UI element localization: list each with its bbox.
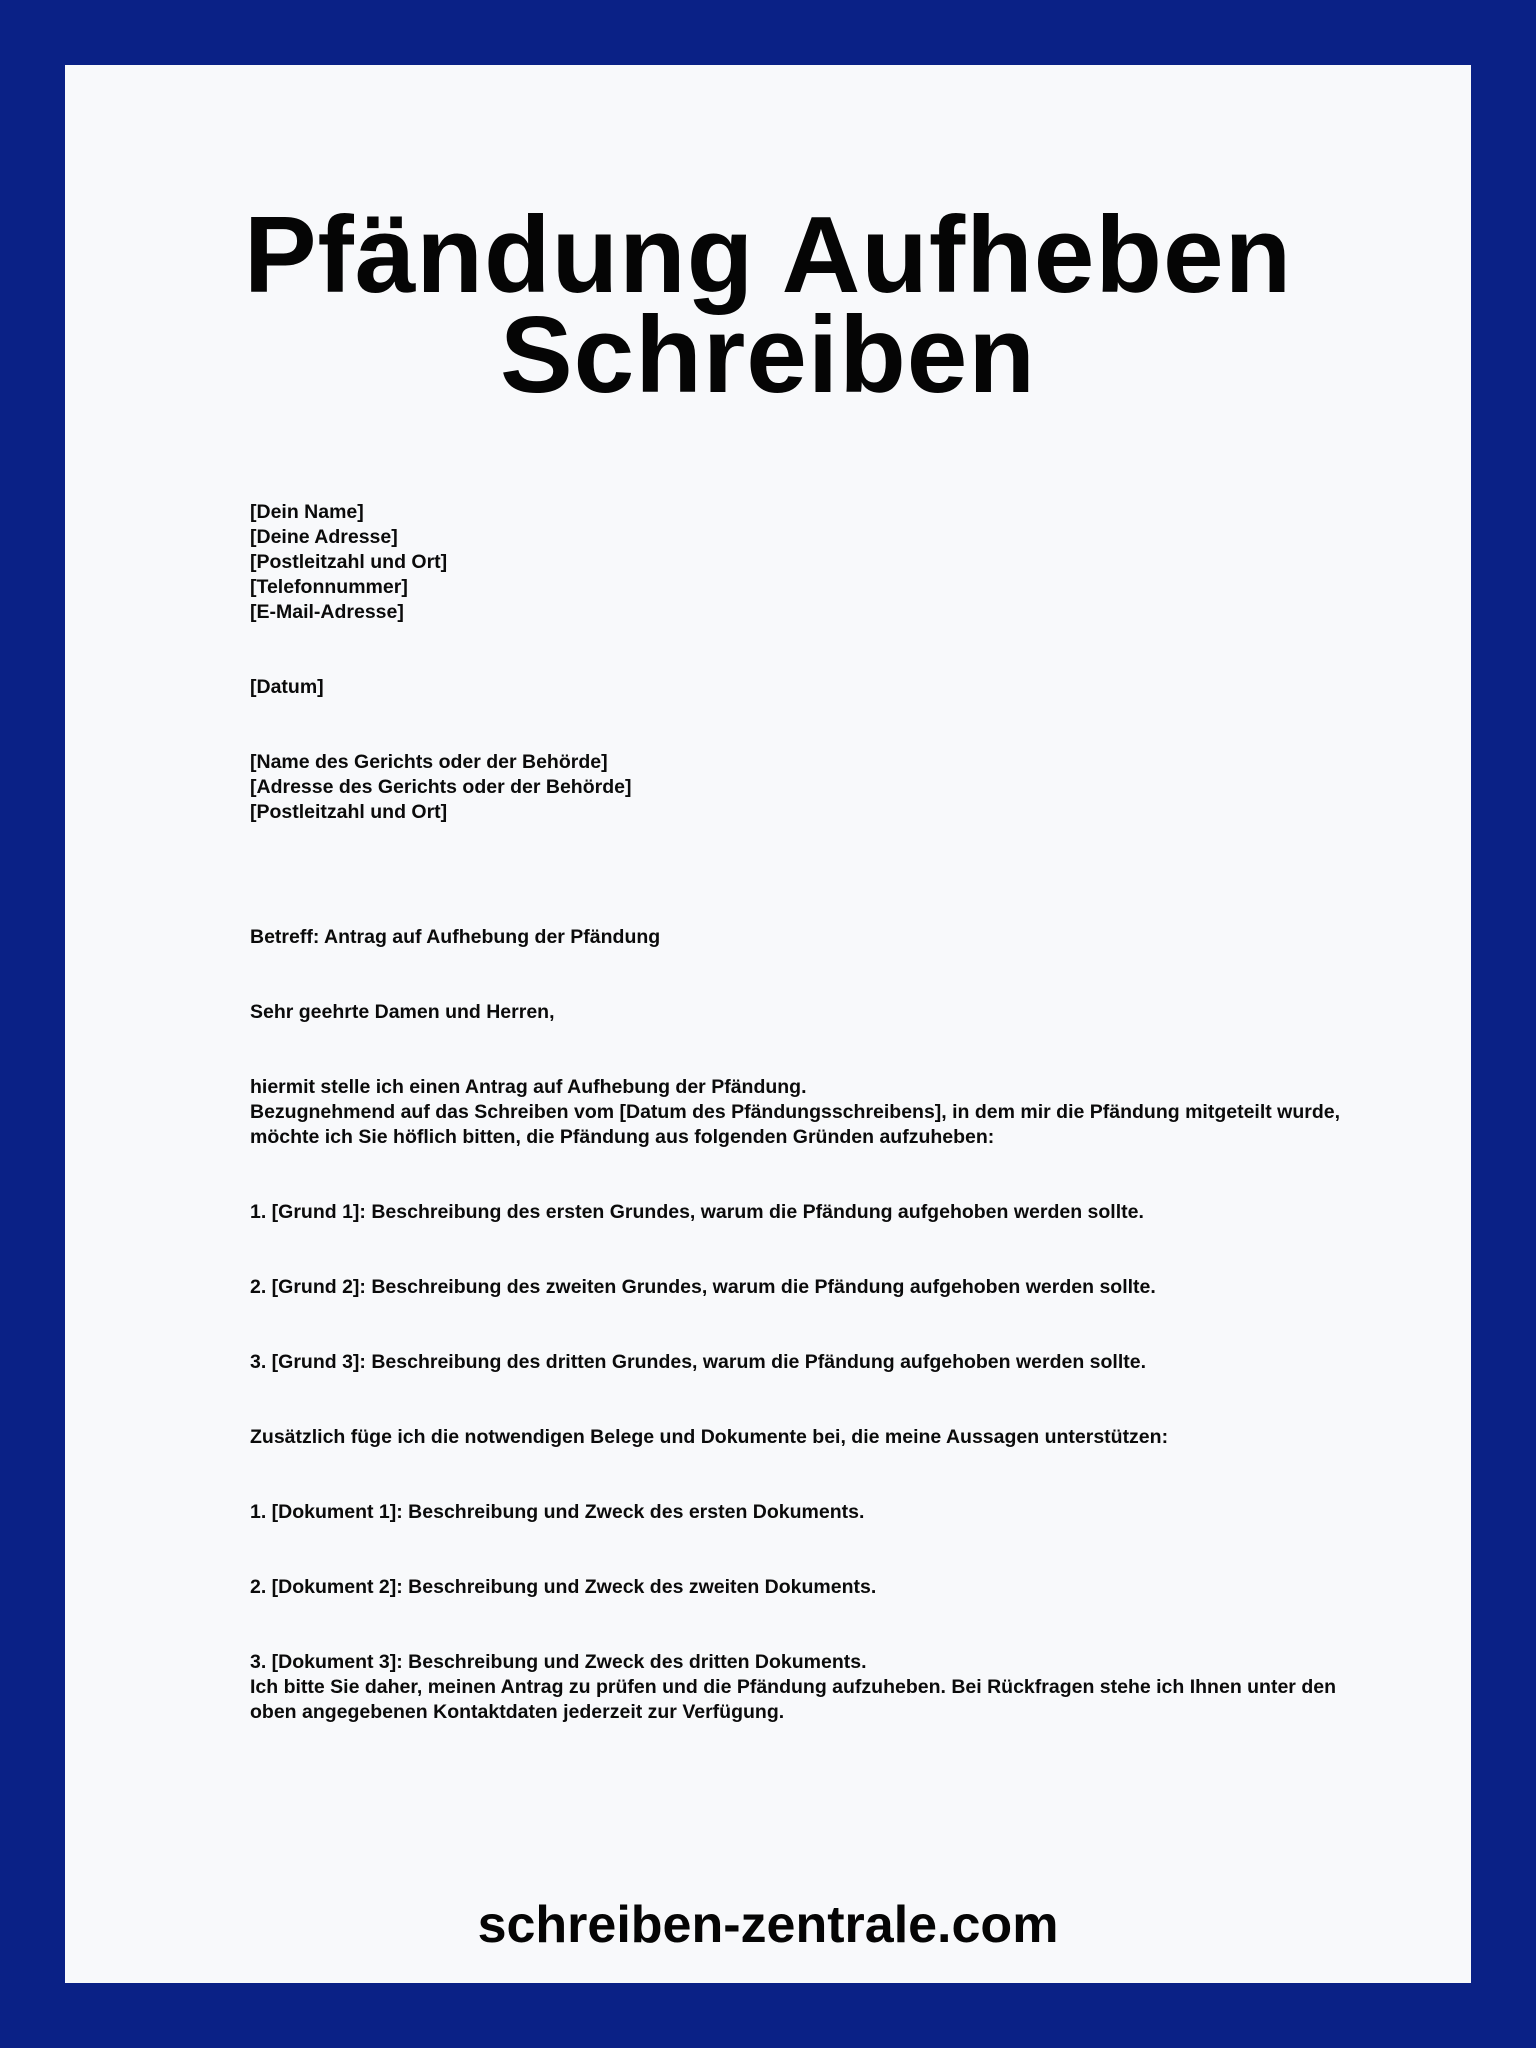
recipient-block: [250, 750, 1370, 825]
sender-name: [Dein Name]: [250, 501, 364, 523]
letter-body: [250, 500, 1370, 1725]
recipient-postal-city: [Postleitzahl und Ort]: [250, 801, 448, 823]
title-line-2: Schreiben: [499, 294, 1036, 416]
salutation: Sehr geehrte Damen und Herren,: [250, 1001, 555, 1023]
document-item-1: 1. [Dokument 1]: Beschreibung und Zweck des ersten Dokuments.: [250, 1501, 865, 1523]
reason-2: 2. [Grund 2]: Beschreibung des zweiten Grundes, warum die Pfändung aufgehoben werden sollte.: [250, 1276, 1156, 1298]
documents-intro: Zusätzlich füge ich die notwendigen Belege und Dokumente bei, die meine Aussagen unterstützen:: [250, 1426, 1169, 1448]
date-block: [250, 675, 1370, 700]
document-item-2: 2. [Dokument 2]: Beschreibung und Zweck des zweiten Dokuments.: [250, 1576, 877, 1598]
reference-paragraph: Bezugnehmend auf das Schreiben vom [Datum des Pfändungsschreibens], in dem mir die Pfändung mitgeteilt wurde, möchte ich Sie höflich bitten, die Pfändung aus folgenden Gründen aufzuheben:: [250, 1101, 1341, 1148]
sender-address: [Deine Adresse]: [250, 526, 398, 548]
letter-date: [Datum]: [250, 676, 324, 698]
sender-block: [250, 500, 1370, 625]
sender-postal-city: [Postleitzahl und Ort]: [250, 551, 448, 573]
intro-paragraph: hiermit stelle ich einen Antrag auf Aufhebung der Pfändung.: [250, 1076, 807, 1098]
reason-3: 3. [Grund 3]: Beschreibung des dritten Grundes, warum die Pfändung aufgehoben werden sollte.: [250, 1351, 1147, 1373]
recipient-name: [Name des Gerichts oder der Behörde]: [250, 751, 608, 773]
sender-email: [E-Mail-Adresse]: [250, 601, 404, 623]
recipient-address: [Adresse des Gerichts oder der Behörde]: [250, 776, 632, 798]
footer-website: schreiben-zentrale.com: [477, 1896, 1059, 1954]
document-item-3: 3. [Dokument 3]: Beschreibung und Zweck des dritten Dokuments.: [250, 1651, 867, 1673]
sender-phone: [Telefonnummer]: [250, 576, 408, 598]
closing-paragraph: Ich bitte Sie daher, meinen Antrag zu prüfen und die Pfändung aufzuheben. Bei Rückfragen stehe ich Ihnen unter den oben angegebenen Kontaktdaten jederzeit zur Verfügung.: [250, 1676, 1336, 1723]
reason-1: 1. [Grund 1]: Beschreibung des ersten Grundes, warum die Pfändung aufgehoben werden sollte.: [250, 1201, 1144, 1223]
title-line-1: Pfändung Aufheben: [243, 194, 1293, 316]
document-sheet: [65, 65, 1471, 1983]
subject-line: Betreff: Antrag auf Aufhebung der Pfändung: [250, 926, 661, 948]
page-title: [65, 194, 1471, 416]
